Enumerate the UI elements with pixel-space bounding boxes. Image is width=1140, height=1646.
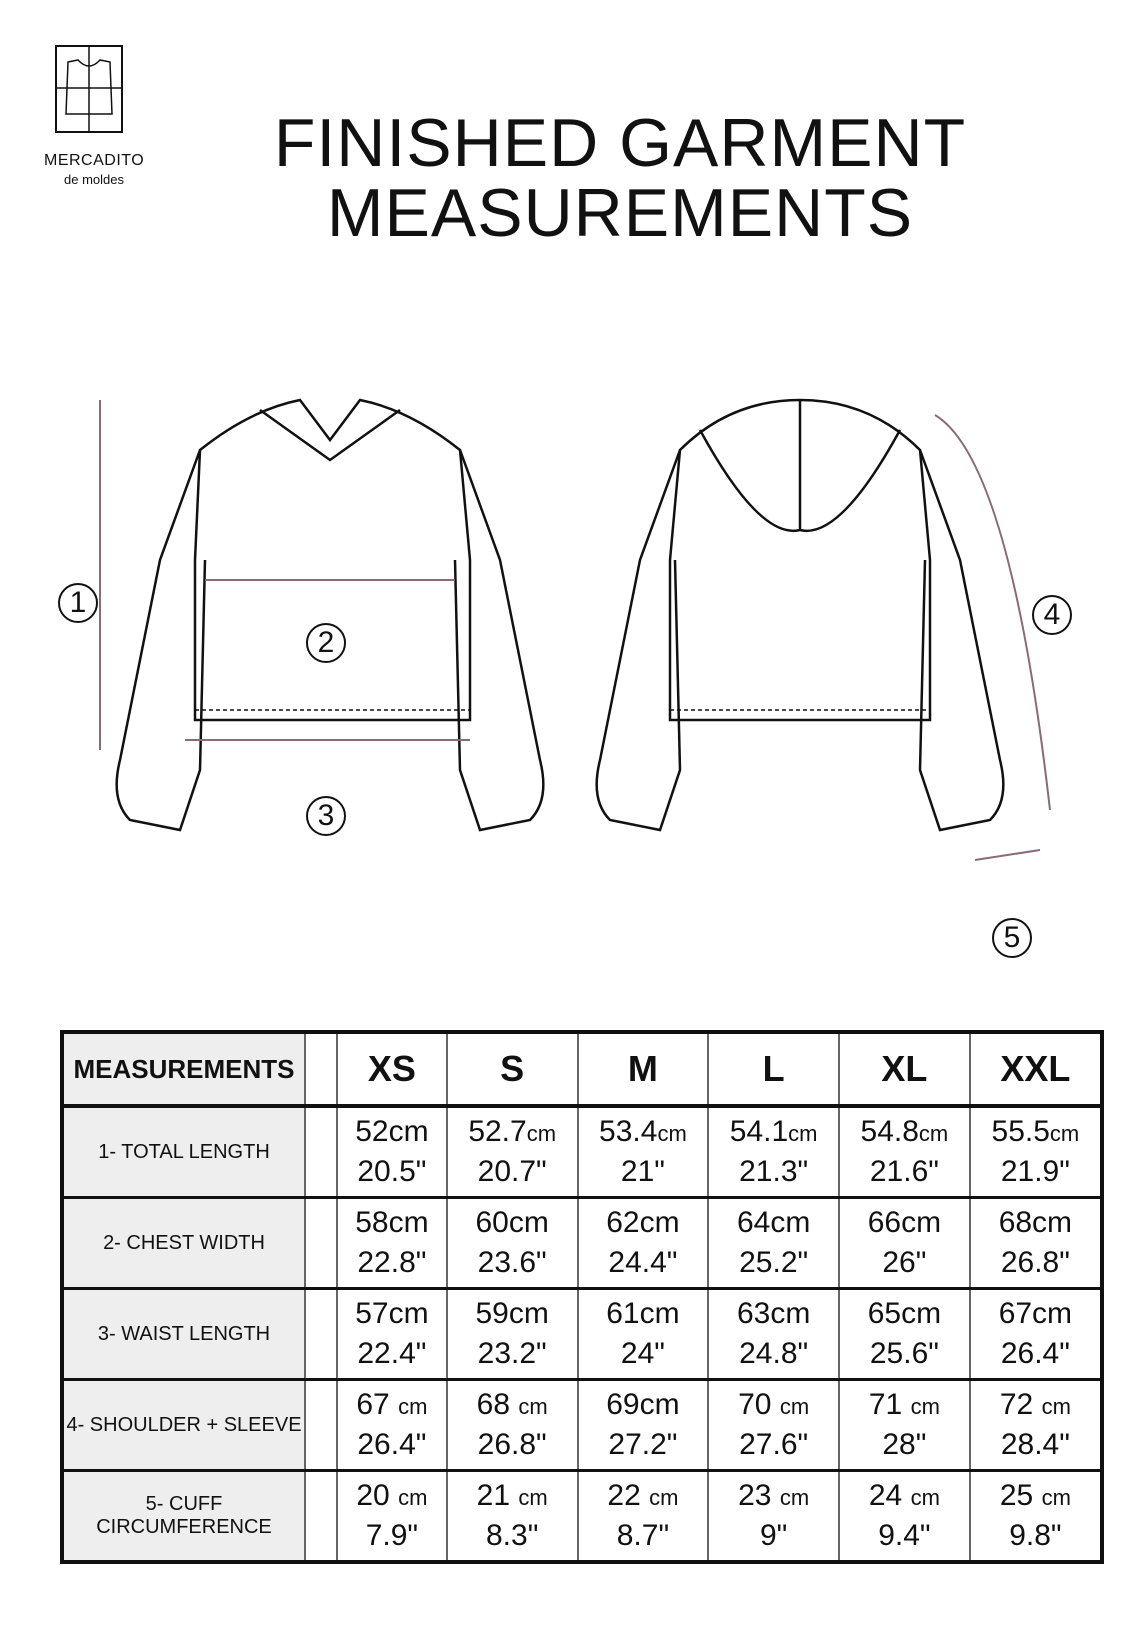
cell-xs: 58cm 22.8" [337,1198,447,1289]
brand-logo [44,44,164,194]
front-view [117,400,544,830]
cell-xs: 67 cm 26.4" [337,1380,447,1471]
pattern-logo-icon [54,44,134,136]
table-row [62,1380,1102,1471]
cell-xxl: 72 cm 28.4" [970,1380,1102,1471]
table-row [62,1471,1102,1563]
cell-xxl: 25 cm 9.8" [970,1471,1102,1563]
cell-l: 64cm 25.2" [708,1198,839,1289]
cell-s: 21 cm 8.3" [447,1471,578,1563]
measure-lines [100,400,1050,860]
spacer [305,1032,337,1106]
marker-1: 1 [58,583,98,623]
size-header: XS [337,1032,447,1106]
size-header: M [578,1032,709,1106]
cell-s: 60cm 23.6" [447,1198,578,1289]
row-label: 1- TOTAL LENGTH [62,1106,305,1198]
title-line-1: FINISHED GARMENT [273,105,967,181]
spacer [305,1198,337,1289]
marker-2: 2 [306,623,346,663]
cell-m: 62cm 24.4" [578,1198,709,1289]
cell-xl: 54.8cm 21.6" [839,1106,970,1198]
cell-xs: 52cm 20.5" [337,1106,447,1198]
brand-name: MERCADITO [44,152,145,169]
cell-m: 61cm 24" [578,1289,709,1380]
cell-xl: 66cm 26" [839,1198,970,1289]
spacer [305,1289,337,1380]
measurements-header: MEASUREMENTS [62,1032,305,1106]
marker-3: 3 [306,796,346,836]
spacer [305,1106,337,1198]
cell-xxl: 67cm 26.4" [970,1289,1102,1380]
cell-l: 54.1cm 21.3" [708,1106,839,1198]
spacer [305,1380,337,1471]
row-label: 4- SHOULDER + SLEEVE [62,1380,305,1471]
marker-5: 5 [992,918,1032,958]
cell-xs: 57cm 22.4" [337,1289,447,1380]
cell-m: 22 cm 8.7" [578,1471,709,1563]
cell-xl: 71 cm 28" [839,1380,970,1471]
table-row [62,1198,1102,1289]
garment-technical-drawing [0,380,1140,940]
cell-l: 70 cm 27.6" [708,1380,839,1471]
table-row [62,1289,1102,1380]
size-header: XL [839,1032,970,1106]
cell-m: 53.4cm 21" [578,1106,709,1198]
cell-l: 23 cm 9" [708,1471,839,1563]
cell-s: 68 cm 26.8" [447,1380,578,1471]
size-header: XXL [970,1032,1102,1106]
cell-xxl: 55.5cm 21.9" [970,1106,1102,1198]
row-label: 5- CUFF CIRCUMFERENCE [62,1471,305,1563]
cell-s: 59cm 23.2" [447,1289,578,1380]
size-header: S [447,1032,578,1106]
spacer [305,1471,337,1563]
cell-xl: 65cm 25.6" [839,1289,970,1380]
table-header-row [62,1032,1102,1106]
row-label: 3- WAIST LENGTH [62,1289,305,1380]
cell-xl: 24 cm 9.4" [839,1471,970,1563]
marker-4: 4 [1032,595,1072,635]
title-line-2: MEASUREMENTS [326,175,914,251]
size-chart-table [60,1030,1104,1564]
brand-subtitle: de moldes [64,172,124,187]
cell-s: 52.7cm 20.7" [447,1106,578,1198]
cell-xs: 20 cm 7.9" [337,1471,447,1563]
size-header: L [708,1032,839,1106]
page-title [250,105,990,251]
cell-l: 63cm 24.8" [708,1289,839,1380]
back-view [597,400,1004,830]
cell-m: 69cm 27.2" [578,1380,709,1471]
row-label: 2- CHEST WIDTH [62,1198,305,1289]
cell-xxl: 68cm 26.8" [970,1198,1102,1289]
table-row [62,1106,1102,1198]
